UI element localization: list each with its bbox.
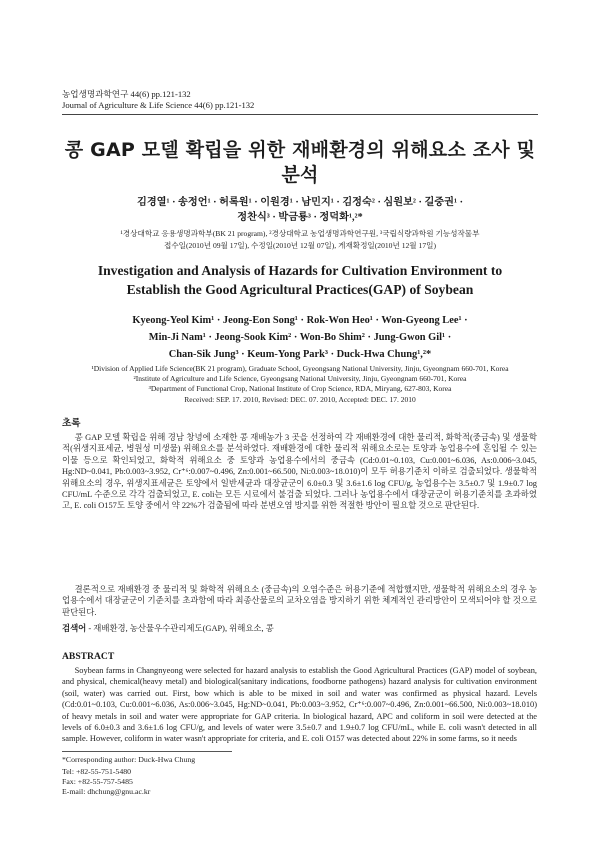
footnote-email: E-mail: dhchung@gnu.ac.kr <box>62 787 151 796</box>
authors-en-line3: Chan-Sik Jung³ · Keum-Yong Park³ · Duck-Hwa Chung¹,²* <box>168 349 432 360</box>
affiliation-en-3: ³Department of Functional Crop, National Institute of Crop Science, RDA, Miryang, 627-803, Korea <box>148 384 452 393</box>
authors-kr-line2: 정찬식³ · 박금룡³ · 정덕화¹,²* <box>237 212 363 223</box>
affiliations-kr: ¹경상대학교 응용생명과학부(BK 21 program), ²경상대학교 농업생명과학연구원, ³국립식량과학원 기능성작물부 <box>120 229 480 238</box>
abstract-kr-heading: 초록 <box>62 418 81 429</box>
paper-title-kr: 콩 GAP 모델 확립을 위한 재배환경의 위해요소 조사 및 분석 <box>64 139 536 186</box>
authors-en-line2: Min-Ji Nam¹ · Jeong-Sook Kim² · Won-Bo Shim² · Jung-Gwon Gil¹ · <box>148 332 452 343</box>
abstract-kr-para1: 콩 GAP 모델 확립을 위해 경남 창녕에 소재한 콩 재배농가 3 곳을 선정하여 각 재배환경에 대한 물리적, 화학적(중금속) 및 생물학적(위생지표세균, 병원성 미생물) 위해요소를 분석하였다. 재배환경에 대한 물리적 위해요소로는 토양과 농업용수에 혼입될 수 있는 이물 등으로 확인되었고, 화학적 위해요소 중 토양과 농업용수에서의 중금속 (Cd:0.01~0.103, Cu:0.001~6.036, As:0.006~3.045, Hg:ND~0.041, Pb:0.003~3.952, Cr⁺⁶:0.007~0.496, Zn:0.001~66.500, Ni:0.003~18.010)이 모두 허용기준치 이하로 검출되었다. 생물학적 위해요소의 경우, 위생지표세균은 토양에서 일반세균과 대장균군이 6.0±0.3 및 3.6±1.6 log CFU/g, 농업용수는 3.5±0.7 및 1.9±0.7 log CFU/mL 수준으로 각각 검출되었고, E. coli는 모든 시료에서 불검출 되었다. 그러나 농업용수에서 대장균군이 허용기준치를 초과하였고, E. coli O157도 토양 중에서 약 22%가 검출됨에 따라 분변오염 방지를 위한 적절한 방안이 필요할 것으로 판단된다. <box>62 433 537 511</box>
paper-title-en-line1: Investigation and Analysis of Hazards for Cultivation Environment to <box>97 263 503 278</box>
affiliation-en-1: ¹Division of Applied Life Science(BK 21 program), Graduate School, Gyeongsang National University, Jinju, Gyeongnam 660-701, Korea <box>91 364 509 373</box>
footnote-rule <box>62 751 232 752</box>
journal-header-kr: 농업생명과학연구 44(6) pp.121-132 <box>62 89 191 99</box>
dates-en: Received: SEP. 17. 2010, Revised: DEC. 07. 2010, Accepted: DEC. 17. 2010 <box>184 395 416 404</box>
dates-kr: 접수일(2010년 09월 17일), 수정일(2010년 12월 07일), 게재확정일(2010년 12월 17일) <box>164 241 436 250</box>
authors-kr-line1: 김경열¹ · 송정언¹ · 허록원¹ · 이원경¹ · 남민지¹ · 김정숙² · 심원보² · 길중권¹ · <box>136 197 463 208</box>
journal-header-en: Journal of Agriculture & Life Science 44(6) pp.121-132 <box>62 100 255 110</box>
keywords-list: - 재배환경, 농산물우수관리제도(GAP), 위해요소, 콩 <box>88 624 274 633</box>
authors-en-line1: Kyeong-Yeol Kim¹ · Jeong-Eon Song¹ · Rok-Won Heo¹ · Won-Gyeong Lee¹ · <box>132 315 468 326</box>
keywords-label: 검색어 <box>62 624 87 633</box>
header-rule <box>62 114 538 115</box>
footnote-corresponding-author: *Corresponding author: Duck-Hwa Chung <box>62 755 196 764</box>
footnote-fax: Fax: +82-55-757-5485 <box>62 777 133 786</box>
affiliation-en-2: ²Institute of Agriculture and Life Science, Gyeongsang National University, Jinju, Gyeongnam 660-701, Korea <box>133 374 467 383</box>
abstract-en-text: Soybean farms in Changnyeong were selected for hazard analysis to establish the Good Agricultural Practices (GAP) model of soybean, and physical, chemical(heavy metal) and biological(sanitary indications, foodborne pathogens) hazard analysis for cultivation environment (soil, water) was carried out. First, bow which is able to be mixed in soil and water was confirmed as physical hazard. Levels (Cd:0.01~0.103, Cu:0.001~6.036, As:0.006~3.045, Hg:ND~0.041, Pb:0.003~3.952, Cr⁺⁶:0.007~0.496, Zn:0.001~66.500, Ni:0.003~18.010) of heavy metals in soil and water were appropriate for GAP criteria. In biological hazard, APC and coliform in soil were detected at the levels of 6.0±0.3 and 3.6±1.6 log CFU/g, and levels of water were 3.5±0.7 and 1.9±0.7 log CFU/mL, while E. coli wasn't detected in all sample. However, coliform in water wasn't appropriate for criteria, and E. coli O157 was detected about 22% in some farms, so it needs <box>62 666 537 744</box>
footnote-tel: Tel: +82-55-751-5480 <box>62 767 132 776</box>
abstract-kr-para2: 결론적으로 재배환경 중 물리적 및 화학적 위해요소 (중금속)의 오염수준은 허용기준에 적합했지만, 생물학적 위해요소의 경우 농업용수에서 대장균군이 기준치를 초과함에 따라 최종산물로의 교차오염을 방지하기 위한 체계적인 관리방안이 모색되어야 할 것으로 판단된다. <box>62 585 537 617</box>
abstract-en-heading: ABSTRACT <box>62 651 115 662</box>
paper-title-en-line2: Establish the Good Agricultural Practices(GAP) of Soybean <box>126 282 474 297</box>
keywords <box>62 623 537 634</box>
